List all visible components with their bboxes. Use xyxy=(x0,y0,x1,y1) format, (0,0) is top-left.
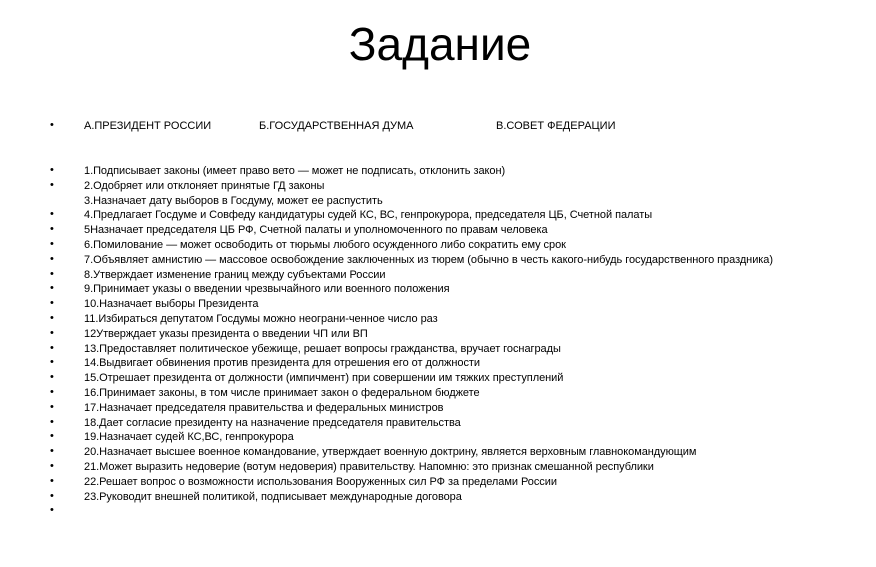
list-item: 20.Назначает высшее военное командование, утверждает военную доктрину, является верховным главнокомандующим xyxy=(84,446,697,459)
bullet: • xyxy=(50,312,54,324)
list-item: 18.Дает согласие президенту на назначение председателя правительства xyxy=(84,416,461,429)
bullet: • xyxy=(50,474,54,487)
bullet: • xyxy=(50,430,54,443)
list-item: 5Назначает председателя ЦБ РФ, Счетной палаты и уполномоченного по правам человека xyxy=(84,224,548,237)
bullet: • xyxy=(50,208,54,221)
list-item: 22.Решает вопрос о возможности использования Вооруженных сил РФ за пределами России xyxy=(84,475,557,488)
list-item: 7.Объявляет амнистию — массовое освобождение заключенных из тюрем (обычно в честь какого-нибудь государственного праздника) xyxy=(84,253,773,266)
list-item: 3.Назначает дату выборов в Госдуму, может ее распустить xyxy=(84,194,383,207)
bullet: • xyxy=(50,282,54,295)
option-c: В.СОВЕТ ФЕДЕРАЦИИ xyxy=(496,120,616,132)
bullet: • xyxy=(50,400,54,413)
bullet: • xyxy=(50,178,54,191)
bullet: • xyxy=(50,504,54,517)
list-item: 23.Руководит внешней политикой, подписывает международные договора xyxy=(84,490,462,503)
list-item: 9.Принимает указы о введении чрезвычайного или военного положения xyxy=(84,283,450,296)
bullet: • xyxy=(50,119,54,131)
list-item: 21.Может выразить недоверие (вотум недоверия) правительству. Напомню: это признак смешанной республики xyxy=(84,461,654,473)
bullet: • xyxy=(50,297,54,310)
list-item: 17.Назначает председателя правительства и федеральных министров xyxy=(84,401,444,414)
list-item: 14.Выдвигает обвинения против президента для отрешения его от должности xyxy=(84,357,480,370)
bullet: • xyxy=(50,371,54,384)
bullet: • xyxy=(50,326,54,339)
bullet: • xyxy=(50,460,54,472)
list-item: 4.Предлагает Госдуме и Совфеду кандидатуры судей КС, ВС, генпрокурора, председателя ЦБ, Счетной палаты xyxy=(84,209,653,222)
bullet: • xyxy=(50,252,54,265)
list-item: 6.Помилование — может освободить от тюрьмы любого осужденного либо сократить ему срок xyxy=(84,239,566,251)
list-item: 2.Одобряет или отклоняет принятые ГД законы xyxy=(84,179,325,192)
bullet: • xyxy=(50,445,54,458)
bullet: • xyxy=(50,386,54,398)
bullet: • xyxy=(50,267,54,280)
bullet: • xyxy=(50,238,54,250)
list-item: 1.Подписывает законы (имеет право вето — может не подписать, отклонить закон) xyxy=(84,165,506,177)
bullet: • xyxy=(50,489,54,502)
list-item: 8.Утверждает изменение границ между субъектами России xyxy=(84,268,386,281)
bullet: • xyxy=(50,164,54,176)
option-b: Б.ГОСУДАРСТВЕННАЯ ДУМА xyxy=(259,120,414,132)
list-item: 12Утверждает указы президента о введении ЧП или ВП xyxy=(84,327,368,340)
list-item: 19.Назначает судей КС,ВС, генпрокурора xyxy=(84,431,294,444)
bullet: • xyxy=(50,341,54,354)
list-item: 10.Назначает выборы Президента xyxy=(84,298,259,311)
list-item: 15.Отрешает президента от должности (импичмент) при совершении им тяжких преступлений xyxy=(84,372,564,385)
slide-title: Задание xyxy=(348,18,532,70)
bullet: • xyxy=(50,356,54,369)
list-item: 13.Предоставляет политическое убежище, решает вопросы гражданства, вручает госнаграды xyxy=(84,342,561,355)
list-item: 16.Принимает законы, в том числе принимает закон о федеральном бюджете xyxy=(84,387,480,399)
list-item: 11.Избираться депутатом Госдумы можно неограни-ченное число раз xyxy=(84,313,438,325)
option-a: А.ПРЕЗИДЕНТ РОССИИ xyxy=(84,120,212,132)
bullet: • xyxy=(50,415,54,428)
bullet: • xyxy=(50,223,54,236)
